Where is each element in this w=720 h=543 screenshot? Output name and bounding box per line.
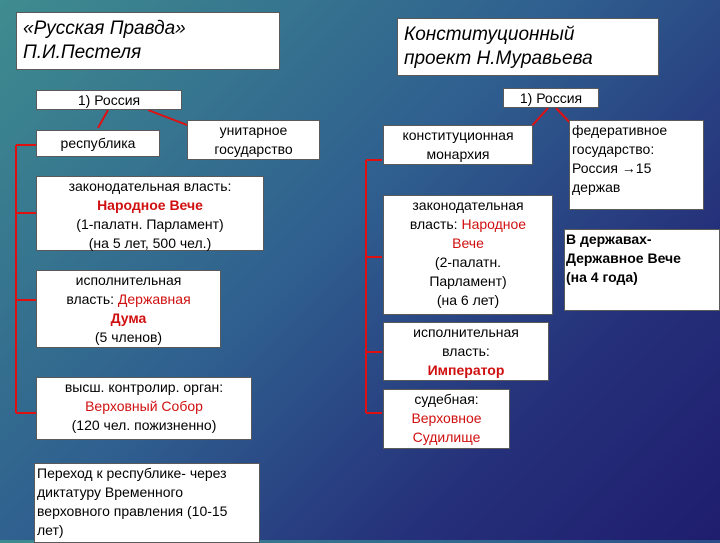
left-title-line1: «Русская Правда» <box>23 18 186 39</box>
right-legislative-line5: Парламент) <box>429 273 507 289</box>
left-title-line2: П.И.Пестеля <box>23 42 142 63</box>
right-executive-box <box>383 322 549 381</box>
monarchy-line1: конституционная <box>402 127 514 143</box>
states-line1: В державах- <box>566 231 652 247</box>
monarchy-line2: монархия <box>426 146 490 162</box>
right-legislative-line1: законодательная <box>412 197 524 213</box>
sudilishche-name: Судилище <box>412 429 481 445</box>
federal-line3: Россия →15 <box>572 160 652 176</box>
unitary-box <box>187 120 320 160</box>
judicial-box <box>383 389 510 449</box>
left-executive-line1: исполнительная <box>75 272 182 288</box>
republic-label: республика <box>60 135 136 151</box>
unitary-line1: унитарное <box>219 122 288 138</box>
transition-line3: верховного правления (10-15 <box>37 503 228 519</box>
left-russia-box <box>36 90 182 110</box>
connector-russia-republic <box>98 110 108 128</box>
judicial-line1: судебная: <box>414 391 479 407</box>
left-executive-line4: (5 членов) <box>94 329 163 345</box>
derzhavnaya-name: Державная <box>117 291 191 307</box>
emperor-name: Император <box>427 362 505 378</box>
control-line3: (120 чел. пожизненно) <box>71 417 217 433</box>
left-legislative-line1: законодательная власть: <box>68 178 232 194</box>
left-legislative-line3: (1-палатн. Парламент) <box>76 216 224 232</box>
states-line2: Державное Вече <box>566 250 681 266</box>
left-legislative-box <box>36 176 264 251</box>
right-title-line2: проект Н.Муравьева <box>404 48 593 69</box>
narodnoe-name: Народное <box>461 216 527 232</box>
right-legislative-line2a: власть: <box>409 216 462 232</box>
states-box <box>564 229 720 311</box>
duma-name: Дума <box>110 310 147 326</box>
federal-line4: держав <box>572 179 621 195</box>
right-title-line1: Конституционный <box>404 24 575 45</box>
right-legislative-line6: (на 6 лет) <box>436 292 500 308</box>
federal-line2: государство: <box>572 141 655 157</box>
verkhovnoe-name: Верховное <box>411 410 482 426</box>
right-legislative-line4: (2-палатн. <box>434 254 502 270</box>
people-veche-name: Народное Вече <box>97 197 203 213</box>
veche-name: Вече <box>452 235 484 251</box>
transition-box <box>34 463 260 543</box>
right-executive-line2: власть: <box>442 343 490 359</box>
right-title-box <box>397 18 659 76</box>
right-russia-box <box>503 88 599 108</box>
unitary-line2: государство <box>214 141 293 157</box>
states-line3: (на 4 года) <box>566 269 638 285</box>
right-executive-line1: исполнительная <box>413 324 519 340</box>
control-line1: высш. контролир. орган: <box>64 379 224 395</box>
right-legislative-box <box>383 195 553 315</box>
transition-line4: лет) <box>37 522 64 538</box>
right-russia-label: 1) Россия <box>519 90 583 106</box>
federal-box <box>569 120 704 210</box>
republic-box <box>36 130 160 157</box>
left-legislative-line4: (на 5 лет, 500 чел.) <box>88 235 212 251</box>
control-box <box>36 377 252 440</box>
supreme-sobor-name: Верховный Собор <box>85 398 203 414</box>
left-title-box <box>16 12 280 70</box>
left-russia-label: 1) Россия <box>77 92 141 108</box>
monarchy-box <box>383 125 533 165</box>
left-executive-line2a: власть: <box>66 291 118 307</box>
transition-line1: Переход к республике- через <box>37 465 227 481</box>
transition-line2: диктатуру Временного <box>37 484 184 500</box>
federal-line1: федеративное <box>572 122 668 138</box>
left-executive-box <box>36 270 221 348</box>
